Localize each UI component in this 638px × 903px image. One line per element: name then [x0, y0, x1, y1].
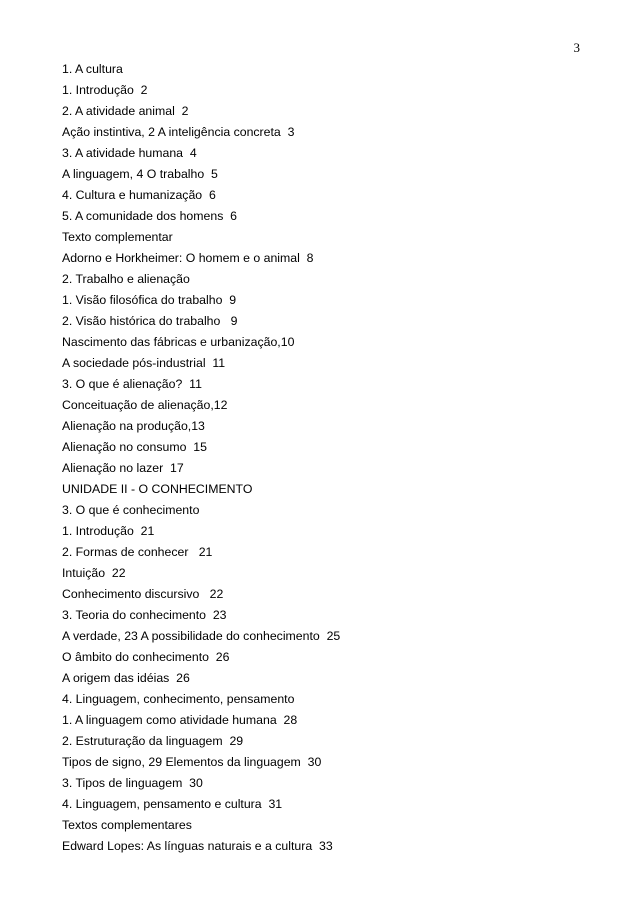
toc-line: Edward Lopes: As línguas naturais e a cultura 33	[62, 839, 333, 853]
table-of-contents	[62, 59, 582, 857]
toc-line: A linguagem, 4 O trabalho 5	[62, 167, 218, 181]
toc-line: A verdade, 23 A possibilidade do conhecimento 25	[62, 629, 341, 643]
toc-line: Conhecimento discursivo 22	[62, 587, 224, 601]
toc-line: A sociedade pós-industrial 11	[62, 356, 226, 370]
toc-line: Alienação no consumo 15	[62, 440, 207, 454]
toc-line: 4. Linguagem, pensamento e cultura 31	[62, 797, 283, 811]
toc-line: A origem das idéias 26	[62, 671, 190, 685]
toc-line: 2. A atividade animal 2	[62, 104, 189, 118]
toc-line: Textos complementares	[62, 818, 192, 832]
toc-line: Alienação na produção,13	[62, 419, 205, 433]
toc-line: 2. Formas de conhecer 21	[62, 545, 213, 559]
toc-line: 1. Introdução 21	[62, 524, 155, 538]
toc-line: 3. Tipos de linguagem 30	[62, 776, 203, 790]
toc-line: 3. Teoria do conhecimento 23	[62, 608, 227, 622]
toc-line: Alienação no lazer 17	[62, 461, 184, 475]
toc-line: 3. O que é alienação? 11	[62, 377, 202, 391]
toc-line: 4. Cultura e humanização 6	[62, 188, 216, 202]
toc-line: 1. Introdução 2	[62, 83, 148, 97]
toc-line: Conceituação de alienação,12	[62, 398, 228, 412]
toc-line: 1. A cultura	[62, 62, 123, 76]
toc-line: 1. A linguagem como atividade humana 28	[62, 713, 298, 727]
toc-line: Adorno e Horkheimer: O homem e o animal 8	[62, 251, 314, 265]
toc-line: Texto complementar	[62, 230, 173, 244]
toc-line: 1. Visão filosófica do trabalho 9	[62, 293, 237, 307]
toc-line: Intuição 22	[62, 566, 126, 580]
toc-line: Ação instintiva, 2 A inteligência concreta 3	[62, 125, 295, 139]
toc-line: 3. A atividade humana 4	[62, 146, 197, 160]
toc-line: 2. Visão histórica do trabalho 9	[62, 314, 238, 328]
toc-line: 4. Linguagem, conhecimento, pensamento	[62, 692, 295, 706]
toc-line: 2. Trabalho e alienação	[62, 272, 190, 286]
toc-line: 2. Estruturação da linguagem 29	[62, 734, 244, 748]
toc-line: Tipos de signo, 29 Elementos da linguagem 30	[62, 755, 322, 769]
page-number: 3	[573, 40, 580, 55]
toc-line: Nascimento das fábricas e urbanização,10	[62, 335, 295, 349]
toc-line: 5. A comunidade dos homens 6	[62, 209, 238, 223]
toc-line: 3. O que é conhecimento	[62, 503, 200, 517]
toc-line: UNIDADE II - O CONHECIMENTO	[62, 482, 253, 496]
toc-line: O âmbito do conhecimento 26	[62, 650, 230, 664]
